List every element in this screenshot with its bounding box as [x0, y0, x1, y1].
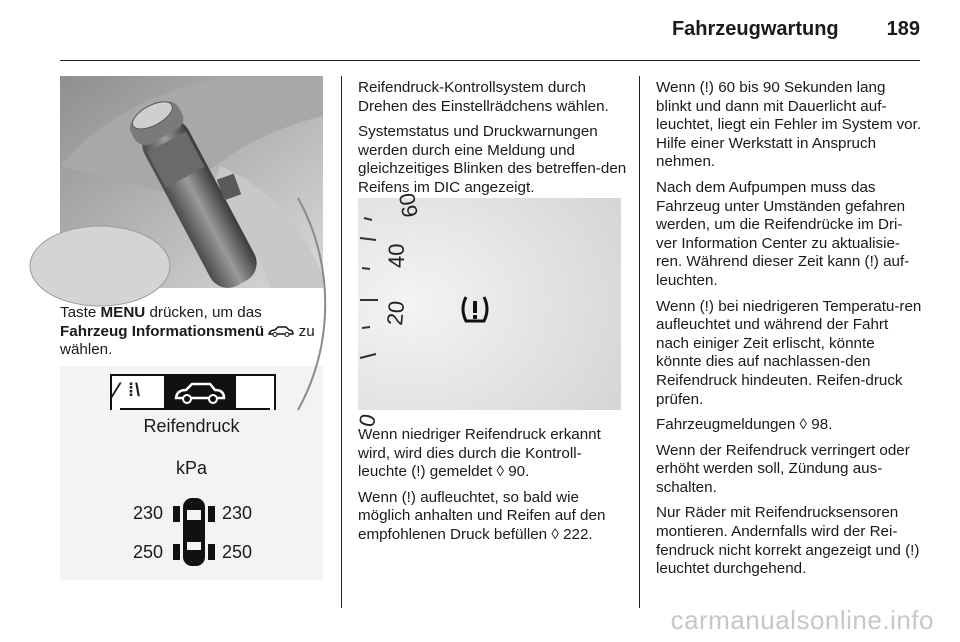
column-2-bottom-text [358, 426, 628, 552]
car-tab [164, 376, 236, 408]
column-2-top-text [358, 79, 628, 205]
paragraph: Nur Räder mit Reifendrucksensoren montieren. Andernfalls wird der Rei-fendruck nicht korrekt angezeigt und (!) leuchtet durchgehend. [656, 504, 920, 578]
page-title: Fahrzeugwartung [671, 18, 839, 40]
paragraph: Nach dem Aufpumpen muss das Fahrzeug unter Umständen gefahren werden, um die Reifendrücke im Dri-ver Information Center zu aktualisie-ren. Während dieser Zeit kann (!) auf-leuchten. [656, 178, 910, 289]
tire-pressure-warning-icon: (!) [864, 253, 879, 271]
turn-signal-lever-photo [60, 76, 323, 288]
page-header [672, 18, 920, 41]
column-3-text [656, 79, 922, 586]
paragraph: Wenn der Reifendruck verringert oder erhöht werden soll, Zündung aus-schalten. [656, 441, 910, 496]
page-reference-icon: ◊ [496, 463, 504, 481]
car-top-view-icon [172, 496, 216, 568]
paragraph: Wenn (!) 60 bis 90 Sekunden lang blinkt und dann mit Dauerlicht auf-leuchtet, liegt ein Fehler im System vor. Hilfe einer Werkstatt in Anspruch nehmen. [656, 79, 922, 171]
page-reference-icon: ◊ [799, 416, 808, 434]
lights-tab-icon: ⁞\ [128, 380, 141, 400]
column-divider [639, 76, 640, 608]
lights-icon: ⁄ [114, 378, 118, 403]
tire-pressure-display [60, 366, 323, 580]
paragraph: Wenn (!) aufleuchtet, so bald wie möglich anhalten und Reifen auf den empfohlenen Druck befüllen ◊ 222. [358, 488, 606, 543]
gauge-tick-label: 0 [353, 411, 382, 430]
page-reference-link[interactable]: 222. [563, 525, 593, 543]
pressure-rear-left: 250 [133, 542, 164, 562]
page-number: 189 [886, 18, 920, 40]
tire-pressure-warning-icon: (!) [699, 79, 714, 96]
column-divider [341, 76, 342, 608]
tire-pressure-warning-icon: (!) [905, 541, 920, 559]
paragraph: Systemstatus und Druckwarnungen werden durch eine Meldung und gleichzeitiges Blinken des betreffen-den Reifens im DIC angezeigt. [358, 123, 627, 196]
vehicle-info-menu-label: Fahrzeug Informationsmenü [60, 322, 265, 340]
tire-pressure-warning-icon: (!) [699, 297, 714, 315]
paragraph: Reifendruck-Kontrollsystem durch Drehen des Einstellrädchens wählen. [358, 79, 609, 115]
car-icon [164, 376, 236, 408]
paragraph: Wenn (!) bei niedrigeren Temperatu-ren aufleuchtet und während der Fahrt nach einiger Zeit erlischt, könnte könnte dies auf nachlassen-den Reifendruck hindeuten. Reifen-druck prüfen. [656, 297, 922, 408]
pressure-front-left: 230 [133, 503, 164, 523]
gauge-tick-label: 20 [382, 299, 410, 327]
menu-button-label: MENU [100, 304, 146, 321]
gauge-tick-label: 40 [384, 243, 409, 268]
menu-caption: Taste MENU drücken, um das Fahrzeug Informationsmenü zu wählen. [60, 304, 315, 359]
pressure-front-right: 230 [222, 503, 253, 523]
paragraph: Fahrzeugmeldungen ◊ 98. [656, 416, 833, 434]
tire-pressure-warning-icon: (!) [401, 488, 416, 506]
speedometer-photo [353, 191, 621, 430]
tire-pressure-warning-icon: (!) [411, 463, 426, 481]
page-reference-icon: ◊ [551, 525, 559, 543]
page-reference-link[interactable]: 98. [811, 416, 833, 434]
pressure-rear-right: 250 [222, 542, 253, 562]
gauge-tick-label: 60 [394, 191, 423, 220]
car-icon [268, 326, 294, 337]
display-title: Reifendruck [143, 416, 240, 436]
display-unit: kPa [175, 458, 208, 478]
header-rule [60, 60, 920, 61]
page-reference-link[interactable]: 90. [508, 463, 530, 481]
paragraph: Wenn niedriger Reifendruck erkannt wird, wird dies durch die Kontroll-leuchte (!) gemeldet ◊ 90. [358, 426, 601, 481]
watermark: carmanualsonline.info [670, 605, 934, 635]
tire-pressure-warning-icon [458, 294, 492, 324]
